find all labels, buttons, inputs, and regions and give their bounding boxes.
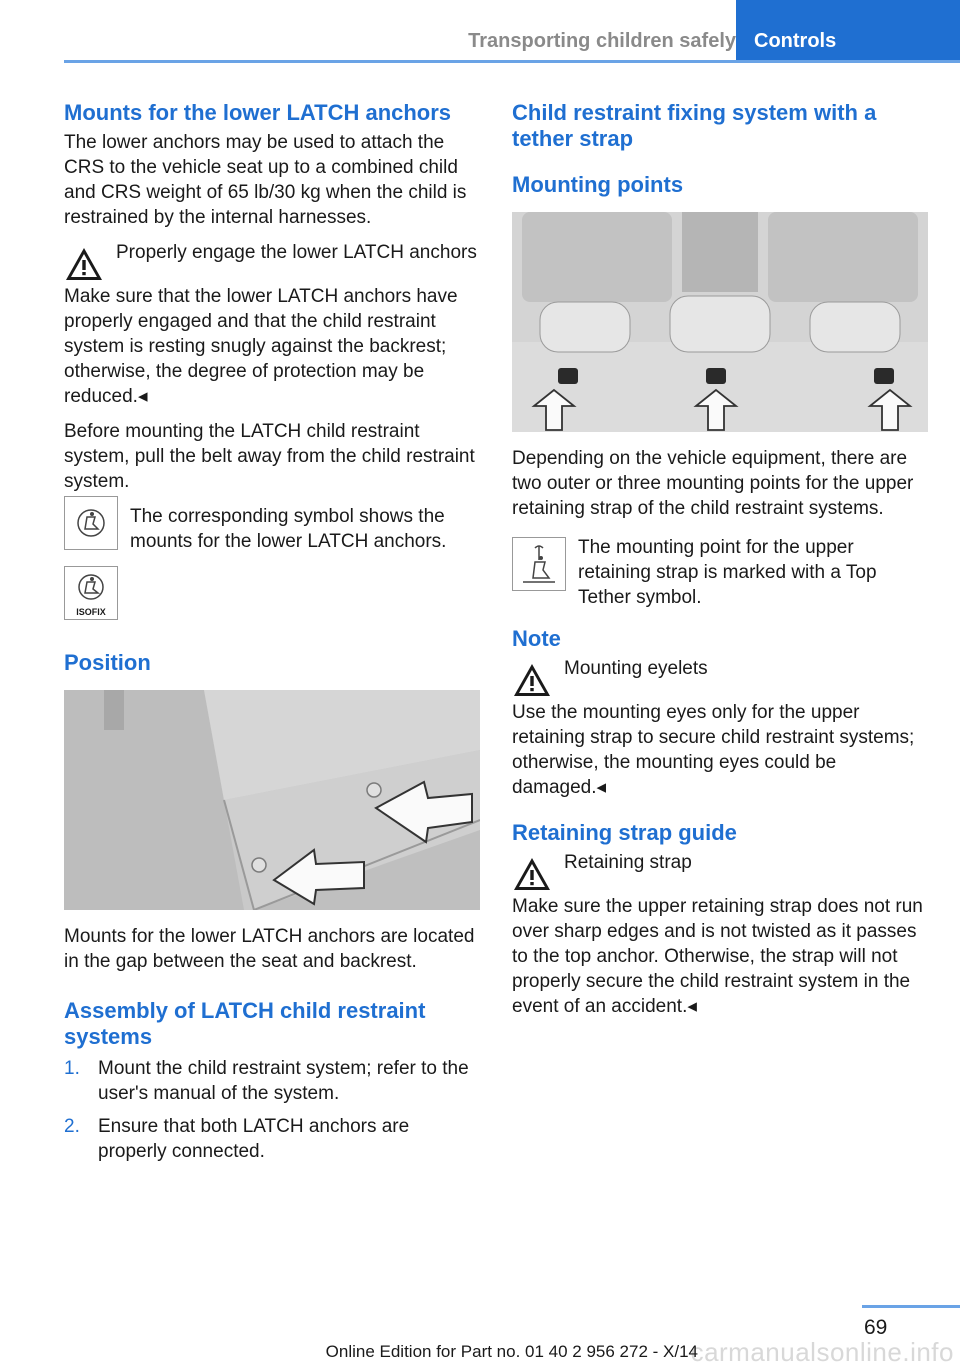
- step-text: Ensure that both LATCH anchors are properly connected.: [98, 1116, 410, 1162]
- latch-warning-text: Make sure that the lower LATCH anchors have properly engaged and that the child restraint system is resting snugly against the backrest; otherwise, the degree of protection may be reduced.◂: [64, 286, 458, 407]
- header-chapter-tab: [736, 0, 960, 60]
- top-tether-symbol-text: The mounting point for the upper retaining strap is marked with a Top Tether symbol.: [578, 537, 877, 608]
- header-rule: [64, 60, 960, 63]
- page-number-rule: [862, 1305, 960, 1308]
- left-column: [64, 100, 480, 1172]
- position-caption: Mounts for the lower LATCH anchors are located in the gap between the seat and backrest.: [64, 926, 475, 972]
- strap-warning-text: Make sure the upper retaining strap does not run over sharp edges and is not twisted as it passes to the top anchor. Otherwise, the strap will not properly secure the child restraint system in the event of an accident.◂: [512, 896, 923, 1017]
- list-item: [64, 1114, 480, 1164]
- step-number: 2.: [64, 1116, 80, 1137]
- page-footer: [0, 1300, 960, 1367]
- strap-warning: [512, 850, 928, 894]
- latch-symbol-row: [64, 504, 480, 562]
- eyelets-warning-text: Use the mounting eyes only for the upper retaining strap to secure child restraint systems; otherwise, the mounting eyes could be damaged.◂: [512, 702, 915, 798]
- seat-gap-figure: [64, 690, 480, 910]
- step-number: 1.: [64, 1058, 80, 1079]
- isofix-symbol-icon: [64, 566, 118, 620]
- position-heading: Position: [64, 650, 151, 675]
- child-seat-symbol-icon: [64, 496, 118, 550]
- watermark: carmanualsonline.info: [690, 1337, 954, 1367]
- rear-shelf-figure: [512, 212, 928, 432]
- eyelets-warning-title: Mounting eyelets: [564, 658, 708, 679]
- assembly-heading: Assembly of LATCH child restraint systems: [64, 998, 426, 1049]
- page-header: [0, 0, 960, 64]
- list-item: [64, 1056, 480, 1106]
- edition-text: Online Edition for Part no. 01 40 2 956 272 - X/14: [325, 1342, 698, 1361]
- latch-symbol-text: The corresponding symbol shows the mounts for the lower LATCH anchors.: [130, 506, 447, 552]
- latch-warning-title: Properly engage the lower LATCH anchors: [116, 242, 477, 263]
- warning-triangle-icon: [512, 662, 552, 698]
- chapter-tab-label: Controls: [754, 30, 837, 52]
- mounts-heading: Mounts for the lower LATCH anchors: [64, 100, 452, 125]
- mounting-points-heading: Mounting points: [512, 172, 684, 197]
- step-text: Mount the child restraint system; refer to the user's manual of the system.: [98, 1058, 469, 1104]
- warning-triangle-icon: [64, 246, 104, 282]
- before-mounting-text: Before mounting the LATCH child restraint system, pull the belt away from the child restraint system.: [64, 421, 475, 492]
- header-section-title: Transporting children safely: [468, 30, 736, 52]
- isofix-label: ISOFIX: [76, 607, 106, 617]
- top-tether-symbol-row: [512, 535, 928, 610]
- eyelets-warning: [512, 656, 928, 700]
- right-column: [512, 100, 928, 1029]
- isofix-symbol-row: [64, 570, 480, 630]
- mounting-points-text: Depending on the vehicle equipment, there are two outer or three mounting points for the upper retaining strap of the child restraint systems.: [512, 448, 914, 519]
- strap-warning-title: Retaining strap: [564, 852, 692, 873]
- guide-heading: Retaining strap guide: [512, 820, 737, 845]
- top-tether-symbol-icon: [512, 537, 566, 591]
- latch-warning: [64, 240, 480, 284]
- page-number: 69: [864, 1316, 888, 1339]
- tether-heading: Child restraint fixing system with a tether strap: [512, 100, 877, 151]
- warning-triangle-icon: [512, 856, 552, 892]
- note-heading: Note: [512, 626, 561, 651]
- assembly-steps: [64, 1056, 480, 1164]
- mounts-paragraph: The lower anchors may be used to attach the CRS to the vehicle seat up to a combined child and CRS weight of 65 lb/30 kg when the child is restrained by the internal harnesses.: [64, 132, 467, 228]
